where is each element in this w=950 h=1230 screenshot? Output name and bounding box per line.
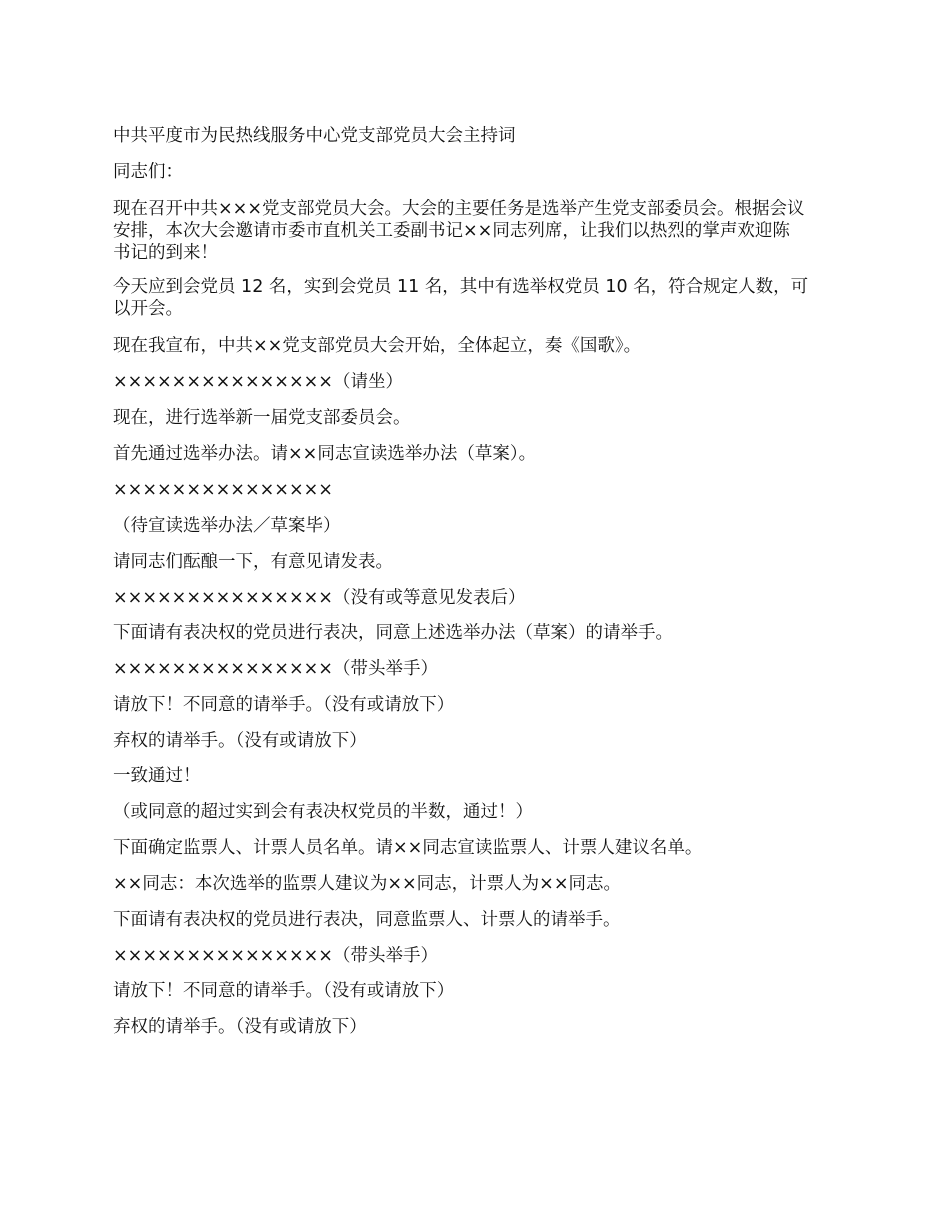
paragraph bbox=[113, 479, 853, 501]
paragraph bbox=[113, 335, 853, 357]
paragraph bbox=[113, 276, 853, 320]
paragraph bbox=[113, 587, 853, 609]
paragraph-line: 弃权的请举手。（没有或请放下） bbox=[113, 731, 367, 751]
paragraph bbox=[113, 161, 853, 183]
paragraph-line: 现在召开中共×××党支部党员大会。大会的主要任务是选举产生党支部委员会。根据会议 bbox=[113, 199, 805, 219]
paragraph-line: 请放下！不同意的请举手。（没有或请放下） bbox=[113, 981, 455, 1001]
paragraph-line: （或同意的超过实到会有表决权党员的半数，通过！） bbox=[113, 802, 533, 822]
paragraph bbox=[113, 1016, 853, 1038]
paragraph-line: 现在，进行选举新一届党支部委员会。 bbox=[113, 408, 411, 428]
paragraph-line: 书记的到来！ bbox=[113, 243, 218, 263]
paragraph-line: ×××××××××××××××（带头举手） bbox=[113, 946, 438, 966]
paragraph-line: ×××××××××××××××（请坐） bbox=[113, 372, 403, 392]
paragraph bbox=[113, 407, 853, 429]
paragraph bbox=[113, 909, 853, 931]
paragraph-line: 首先通过选举办法。请××同志宣读选举办法（草案）。 bbox=[113, 444, 537, 464]
paragraph-line: ××同志：本次选举的监票人建议为××同志，计票人为××同志。 bbox=[113, 874, 621, 894]
paragraph bbox=[113, 873, 853, 895]
paragraph bbox=[113, 980, 853, 1002]
paragraph bbox=[113, 371, 853, 393]
paragraph-line: 请放下！不同意的请举手。（没有或请放下） bbox=[113, 695, 455, 715]
paragraph bbox=[113, 945, 853, 967]
paragraph bbox=[113, 622, 853, 644]
paragraph-line: 下面请有表决权的党员进行表决，同意监票人、计票人的请举手。 bbox=[113, 910, 621, 930]
paragraph bbox=[113, 551, 853, 573]
paragraph bbox=[113, 801, 853, 823]
paragraph-line: 下面确定监票人、计票人员名单。请××同志宣读监票人、计票人建议名单。 bbox=[113, 838, 703, 858]
paragraph bbox=[113, 198, 853, 264]
paragraph-line: 同志们： bbox=[113, 162, 183, 182]
paragraph bbox=[113, 443, 853, 465]
paragraph bbox=[113, 694, 853, 716]
paragraph-line: 请同志们酝酿一下，有意见请发表。 bbox=[113, 552, 393, 572]
paragraph-line: ××××××××××××××× bbox=[113, 480, 333, 500]
paragraph-line: 现在我宣布，中共××党支部党员大会开始，全体起立，奏《国歌》。 bbox=[113, 336, 642, 356]
document-title: 中共平度市为民热线服务中心党支部党员大会主持词 bbox=[113, 126, 516, 146]
paragraph-line: 今天应到会党员 12 名，实到会党员 11 名，其中有选举权党员 10 名，符合规定人数，可 bbox=[113, 277, 809, 297]
paragraph-line: 下面请有表决权的党员进行表决，同意上述选举办法（草案）的请举手。 bbox=[113, 623, 673, 643]
paragraph-line: 安排，本次大会邀请市委市直机关工委副书记××同志列席，让我们以热烈的掌声欢迎陈 bbox=[113, 221, 790, 241]
paragraph bbox=[113, 515, 853, 537]
paragraph bbox=[113, 765, 853, 787]
paragraph-line: ×××××××××××××××（没有或等意见发表后） bbox=[113, 588, 526, 608]
paragraph bbox=[113, 730, 853, 752]
paragraph-line: 弃权的请举手。（没有或请放下） bbox=[113, 1017, 367, 1037]
paragraph-line: （待宣读选举办法／草案毕） bbox=[113, 516, 341, 536]
paragraph-line: ×××××××××××××××（带头举手） bbox=[113, 659, 438, 679]
paragraph bbox=[113, 658, 853, 680]
paragraph bbox=[113, 837, 853, 859]
paragraph-line: 一致通过！ bbox=[113, 766, 201, 786]
paragraph-line: 以开会。 bbox=[113, 299, 183, 319]
